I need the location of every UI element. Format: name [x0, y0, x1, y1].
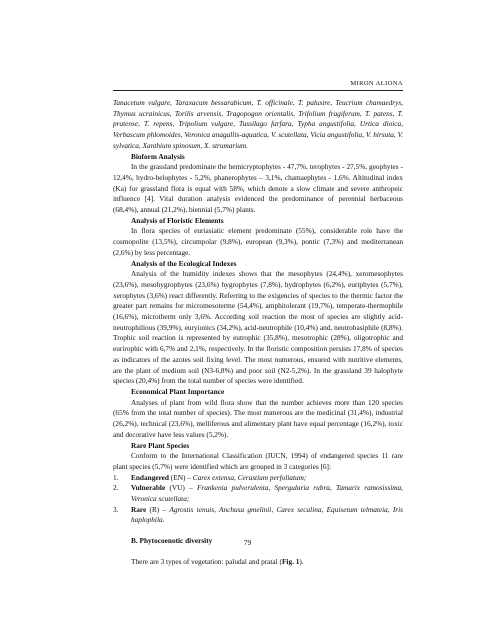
header-rule	[113, 90, 403, 91]
category-label: Rare	[131, 504, 147, 514]
bioform-paragraph: In the grassland predominate the hemicryptophytes - 47,7%, terophytes - 27,5%, geophytes - 12,4%, hydro-helophytes - 5,2%, phanerophytes – 3,1%, chamaephytes - 1,6%. Altitudinal index (Ka) for grassland flora is equal with 58%, which denote a slow climate and severe anthropeic influence [4]. Vital duration analysis evidenced the predominance of perennial herbaceous (68,4%), annual (21,2%), biennial (5,7%) plants.	[113, 162, 403, 215]
list-item	[113, 473, 403, 484]
floristic-paragraph: In flora species of euriasiatic element predominate (55%), considerable role have the cosmopolite (13,5%), circumpolar (9,8%), european (9,3%), pontic (7,3%) and mediterranean (2,6%) by less percentage.	[113, 226, 403, 257]
list-item	[113, 483, 403, 504]
category-code: (EN) –	[168, 472, 193, 482]
running-header	[113, 80, 403, 96]
phytocoenotic-heading: B. Phytocoenotic diversity	[131, 536, 213, 546]
floristic-heading: Analysis of Floristic Elements	[131, 215, 224, 225]
category-code: (VU) –	[165, 483, 197, 493]
category-label: Endangered	[131, 472, 169, 482]
figure-reference[interactable]: Fig. 1	[281, 556, 300, 566]
category-species: Carex extensa, Cerastium perfoliatum;	[192, 472, 307, 482]
bioform-heading: Bioform Analysis	[131, 151, 185, 161]
category-species: Agrostis tenuis, Anchusa gmelinii, Carex secalina, Equisetum telmateia, Iris haplophila.	[131, 504, 403, 525]
phytocoenotic-text-end: ).	[299, 556, 304, 566]
rare-heading: Rare Plant Species	[131, 440, 190, 450]
header-author: MIRON ALIONA	[350, 80, 403, 87]
economical-paragraph: Analyses of plant from wild flora show that the number achieves more than 120 species (65% from the total number of species). The most numerous are the medicinal (31,4%), industrial (26,2%), technical (23,6%), melliferous and alimentary plant have equal percentage (16,2%), toxic and decorative have less values (5,2%).	[113, 397, 403, 439]
phytocoenotic-paragraph	[113, 557, 403, 568]
category-code: (R) –	[146, 504, 170, 514]
list-number: 3.	[113, 504, 119, 514]
list-number: 1.	[113, 472, 119, 482]
rare-species-list	[113, 473, 403, 527]
page-number: 79	[243, 538, 252, 547]
category-label: Vulnerable	[131, 483, 166, 493]
phytocoenotic-text: There are 3 types of vegetation: paludal and pratal (	[131, 556, 282, 566]
list-item	[113, 505, 403, 526]
category-species: Frankenia pulverulenta, Spergularia rubra, Tamarix ramosissima, Veronica scutellata;	[131, 483, 403, 504]
list-number: 2.	[113, 483, 119, 493]
article-body	[113, 98, 403, 568]
rare-paragraph: Conform to the International Classification (IUCN, 1994) of endangered species 11 rare plant species (5,7%) were identified which are grouped in 3 categories [6]:	[113, 451, 403, 471]
species-list: Tanacetum vulgare, Taraxacum bessarabicum, T. officinale, T. palustre, Teucrium chamaedrys, Thymus ucrainicus, Torilis arvensis, Tragopogon orientalis, Trifolium fragiferum, T. patens, T. pratense, T. repens, Tripolium vulgare, Tussilago farfara, Typha angustifolia, Urtica dioica, Verbascum phlomoides, Veronica anagallis-aquatica, V. scutellata, Vicia angustifolia, V. hirsuta, V. sylvatica, Xanthium spinosum, X. strumarium.	[113, 98, 403, 150]
ecological-heading: Analysis of the Ecological Indexes	[131, 258, 237, 268]
economical-heading: Economical Plant Importance	[131, 386, 225, 396]
ecological-paragraph: Analysis of the humidity indexes shows that the mesophytes (24,4%), xeromesophytes (23,6%), mesohygrophytes (23,6%) hygrophytes (7,8%), hydrophytes (6,2%), euriphytes (5,7%), xerophytes (3,6%) react differently. Referring to the exigencies of species to the thermic factor the greater part remains for micromesoterme (54,4%), amphitolerant (19,7%), temperate-thermophile (16,6%), microtherm only 3,6%. According soil reaction the most of species are slightly acid-neutrophilious (39,9%), euryionics (34,2%), acid-neutrophile (10,4%) and, neutrobasiphile (8,8%). Trophic soil reaction is represented by eutrophic (35,8%), mesotrophic (28%), oligotrophic and eurirophic with 6,7% and 2,1%, respectively. In the floristic composition persists 17,8% of species as indicators of the azotes soil fixing level. The most numerous, ensured with nutritive elements, are the plant of medium soil (N3-6,8%) and poor soil (N2-5,2%). In the grassland 39 halophyte species (20,4%) from the total number of species were identified.	[113, 269, 403, 386]
